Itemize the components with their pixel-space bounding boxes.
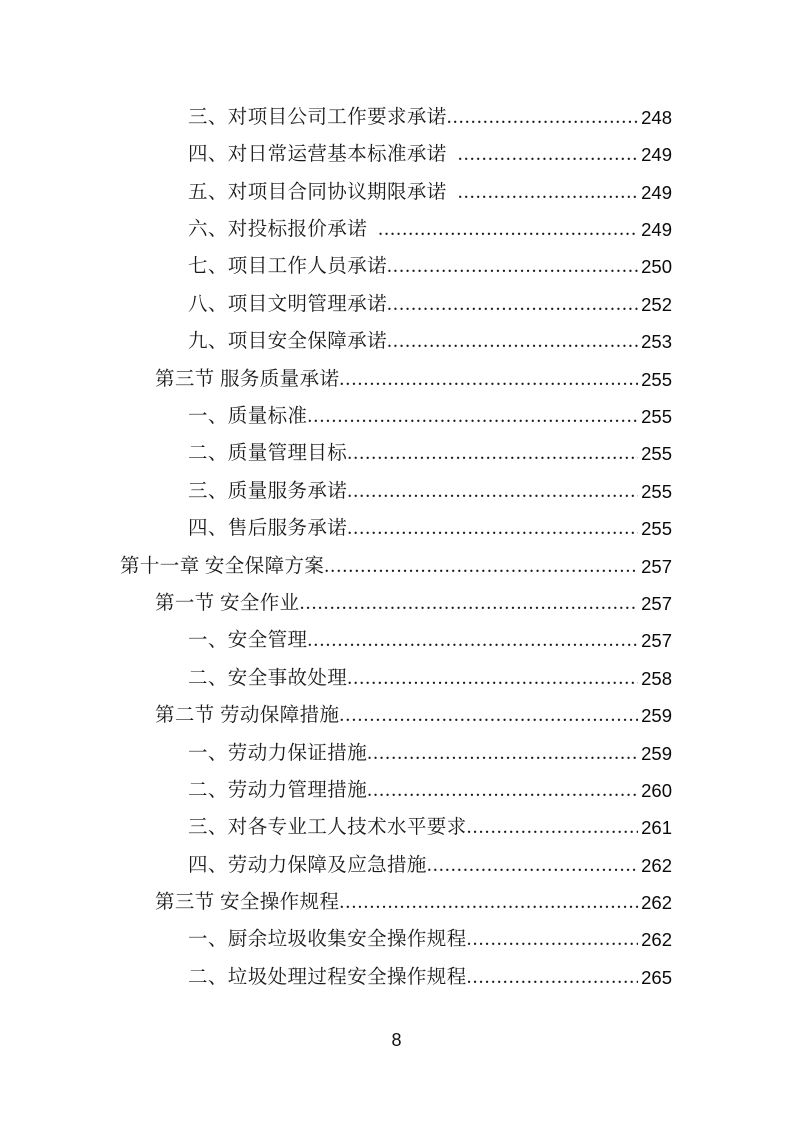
- toc-entry-title: 八、项目文明管理承诺: [188, 293, 388, 315]
- toc-entry[interactable]: [120, 96, 672, 133]
- toc-entry-page-number: 260: [641, 779, 672, 801]
- toc-entry-title: 三、对项目公司工作要求承诺: [188, 106, 447, 128]
- toc-entry[interactable]: [120, 881, 672, 918]
- toc-entry-page-number: 252: [641, 293, 672, 315]
- toc-entry-page-number: 265: [641, 966, 672, 988]
- toc-entry-page-number: 258: [641, 667, 672, 689]
- toc-entry-title: 第三节 服务质量承诺: [155, 368, 340, 390]
- toc-dot-leader: [427, 844, 638, 881]
- toc-entry-title: 四、劳动力保障及应急措施: [188, 854, 427, 876]
- toc-dot-leader: [307, 395, 638, 432]
- toc-entry-page-number: 262: [641, 929, 672, 951]
- toc-entry[interactable]: [120, 358, 672, 395]
- toc-dot-leader: [367, 732, 638, 769]
- toc-entry-title: 七、项目工作人员承诺: [188, 256, 388, 278]
- toc-entry-page-number: 255: [641, 368, 672, 390]
- toc-entry-page-number: 257: [641, 555, 672, 577]
- toc-entry-title: 一、质量标准: [188, 406, 308, 428]
- toc-dot-leader: [347, 470, 638, 507]
- toc-dot-leader: [387, 283, 638, 320]
- toc-entry-page-number: 262: [641, 892, 672, 914]
- toc-entry[interactable]: [120, 806, 672, 843]
- toc-entry-title: 一、厨余垃圾收集安全操作规程: [188, 929, 467, 951]
- toc-entry[interactable]: [120, 283, 672, 320]
- toc-entry-title: 三、对各专业工人技术水平要求: [188, 817, 467, 839]
- toc-dot-leader: [387, 246, 638, 283]
- toc-entry-page-number: 255: [641, 406, 672, 428]
- toc-entry-title: 一、劳动力保证措施: [188, 742, 368, 764]
- toc-entry-title: 四、对日常运营基本标准承诺: [188, 144, 447, 166]
- toc-entry-page-number: 255: [641, 518, 672, 540]
- toc-dot-leader: [387, 320, 638, 357]
- toc-entry[interactable]: [120, 545, 672, 582]
- toc-entry-page-number: 248: [641, 106, 672, 128]
- toc-entry-title: 二、垃圾处理过程安全操作规程: [188, 966, 467, 988]
- toc-entry-title: 五、对项目合同协议期限承诺: [188, 181, 447, 203]
- toc-dot-leader: [447, 96, 638, 133]
- toc-entry-title: 九、项目安全保障承诺: [188, 331, 388, 353]
- page-footer: [0, 1030, 793, 1051]
- toc-entry-page-number: 257: [641, 630, 672, 652]
- toc-entry-title: 三、质量服务承诺: [188, 480, 348, 502]
- toc-entry-page-number: 262: [641, 854, 672, 876]
- toc-dot-leader: [347, 433, 638, 470]
- toc-entry-page-number: 250: [641, 256, 672, 278]
- toc-entry[interactable]: [120, 171, 672, 208]
- toc-entry[interactable]: [120, 246, 672, 283]
- toc-dot-leader: [300, 582, 638, 619]
- toc-entry[interactable]: [120, 507, 672, 544]
- toc-entry-title: 二、劳动力管理措施: [188, 779, 368, 801]
- toc-entry[interactable]: [120, 844, 672, 881]
- toc-entry[interactable]: [120, 732, 672, 769]
- toc-entry[interactable]: [120, 470, 672, 507]
- toc-dot-leader: [307, 619, 638, 656]
- toc-entry[interactable]: [120, 919, 672, 956]
- table-of-contents: [120, 96, 672, 993]
- toc-entry-page-number: 259: [641, 705, 672, 727]
- toc-entry-title: 二、安全事故处理: [188, 667, 348, 689]
- toc-entry[interactable]: [120, 694, 672, 731]
- toc-entry-title: 第二节 劳动保障措施: [155, 705, 340, 727]
- toc-entry[interactable]: [120, 769, 672, 806]
- toc-entry-title: 第一节 安全作业: [155, 592, 300, 614]
- toc-entry-title: 第十一章 安全保障方案: [120, 555, 325, 577]
- toc-dot-leader: [347, 657, 638, 694]
- toc-entry[interactable]: [120, 433, 672, 470]
- toc-entry[interactable]: [120, 320, 672, 357]
- toc-dot-leader: [339, 881, 638, 918]
- toc-dot-leader: [367, 769, 638, 806]
- toc-dot-leader: [467, 919, 638, 956]
- toc-entry-page-number: 261: [641, 817, 672, 839]
- toc-entry[interactable]: [120, 395, 672, 432]
- toc-entry-page-number: 259: [641, 742, 672, 764]
- toc-dot-leader: [458, 171, 638, 208]
- toc-entry-title: 六、对投标报价承诺: [188, 219, 368, 241]
- toc-entry-page-number: 255: [641, 480, 672, 502]
- toc-entry[interactable]: [120, 956, 672, 993]
- toc-dot-leader: [467, 806, 638, 843]
- toc-entry-title: 一、安全管理: [188, 630, 308, 652]
- toc-entry[interactable]: [120, 582, 672, 619]
- toc-dot-leader: [458, 133, 638, 170]
- toc-dot-leader: [467, 956, 638, 993]
- toc-entry[interactable]: [120, 619, 672, 656]
- toc-entry-page-number: 249: [641, 181, 672, 203]
- toc-entry[interactable]: [120, 208, 672, 245]
- toc-entry[interactable]: [120, 133, 672, 170]
- toc-entry-page-number: 257: [641, 592, 672, 614]
- toc-entry-page-number: 249: [641, 219, 672, 241]
- toc-dot-leader: [339, 694, 638, 731]
- toc-entry-title: 四、售后服务承诺: [188, 518, 348, 540]
- toc-dot-leader: [324, 545, 638, 582]
- toc-entry-page-number: 249: [641, 144, 672, 166]
- toc-dot-leader: [339, 358, 638, 395]
- toc-dot-leader: [347, 507, 638, 544]
- toc-entry-page-number: 255: [641, 443, 672, 465]
- toc-entry[interactable]: [120, 657, 672, 694]
- toc-entry-title: 二、质量管理目标: [188, 443, 348, 465]
- toc-entry-title: 第三节 安全操作规程: [155, 892, 340, 914]
- toc-entry-page-number: 253: [641, 331, 672, 353]
- toc-dot-leader: [378, 208, 638, 245]
- page-number: 8: [391, 1030, 402, 1050]
